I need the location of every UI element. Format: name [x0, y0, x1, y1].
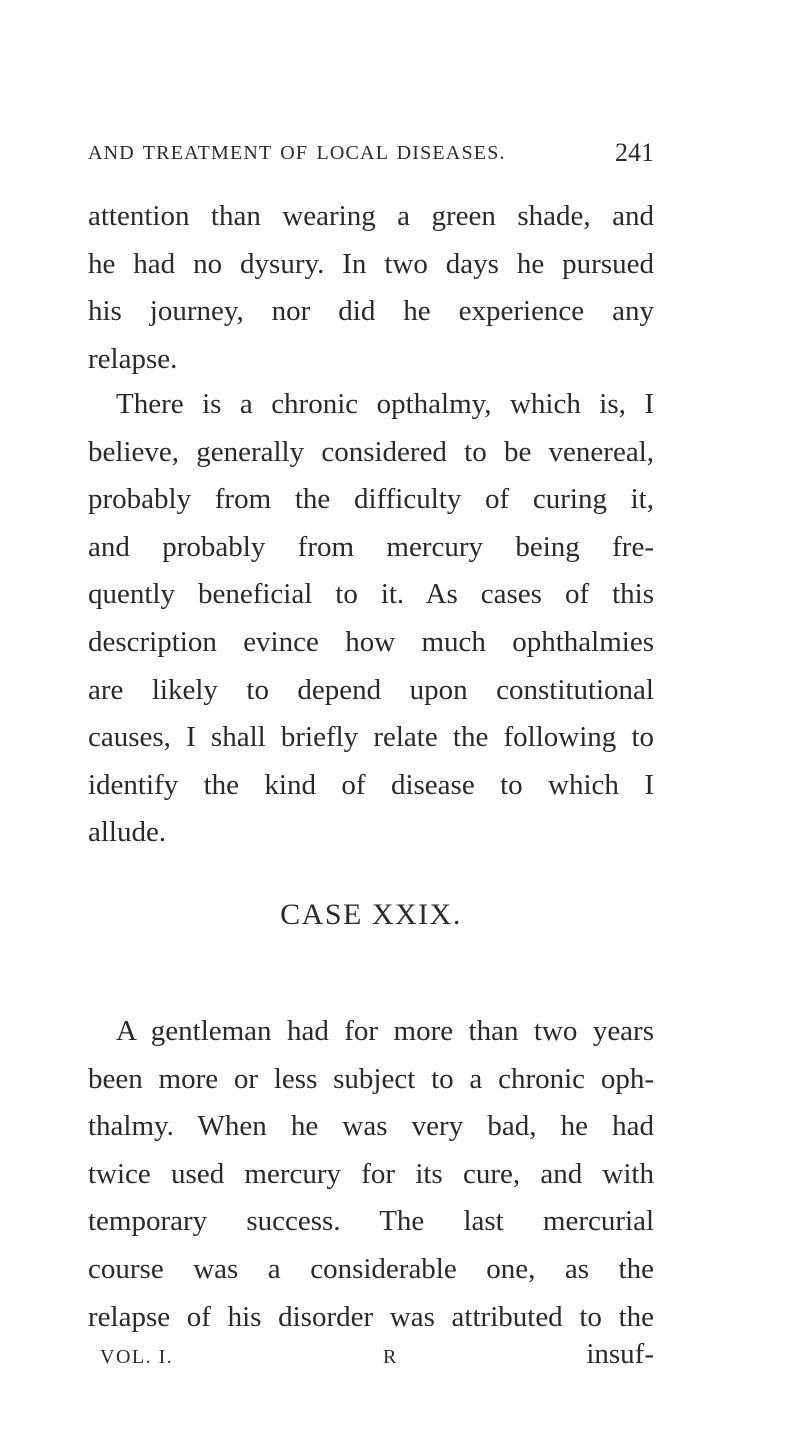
paragraph-continuation [88, 193, 654, 383]
text-line: description evince how much ophthalmies [88, 625, 654, 658]
text-line: course was a considerable one, as the [88, 1252, 654, 1285]
text-line: A gentleman had for more than two years [116, 1015, 654, 1047]
running-title: AND TREATMENT OF LOCAL DISEASES. [88, 142, 506, 164]
text-line: allude. [88, 816, 167, 849]
text-line: been more or less subject to a chronic oph- [88, 1062, 654, 1095]
text-line: attention than wearing a green shade, and [88, 200, 654, 232]
signature-mark: R [383, 1346, 397, 1368]
text-line: relapse. [88, 342, 178, 375]
text-line: he had no dysury. In two days he pursued [88, 247, 654, 280]
text-line: his journey, nor did he experience any [88, 295, 654, 328]
paragraph-opthalmy [88, 381, 654, 857]
page-footer [100, 1338, 654, 1378]
text-line: are likely to depend upon constitutional [88, 673, 654, 706]
page-number: 241 [615, 138, 654, 167]
text-line: relapse of his disorder was attributed to the [88, 1300, 654, 1333]
text-line: quently beneficial to it. As cases of this [88, 578, 654, 611]
case-heading: CASE XXIX. [280, 898, 462, 931]
text-line: probably from the difficulty of curing it, [88, 483, 654, 516]
paragraph-case [88, 1008, 654, 1341]
catchword: insuf- [586, 1338, 654, 1370]
text-line: believe, generally considered to be venereal, [88, 435, 654, 468]
text-line: twice used mercury for its cure, and with [88, 1157, 654, 1190]
text-line: and probably from mercury being fre- [88, 530, 654, 563]
text-line: There is a chronic opthalmy, which is, I [116, 388, 654, 420]
text-line: temporary success. The last mercurial [88, 1205, 654, 1238]
text-line: causes, I shall briefly relate the following to [88, 721, 654, 754]
volume-mark: VOL. I. [100, 1346, 174, 1368]
text-line: identify the kind of disease to which I [88, 768, 654, 801]
text-line: thalmy. When he was very bad, he had [88, 1110, 654, 1143]
